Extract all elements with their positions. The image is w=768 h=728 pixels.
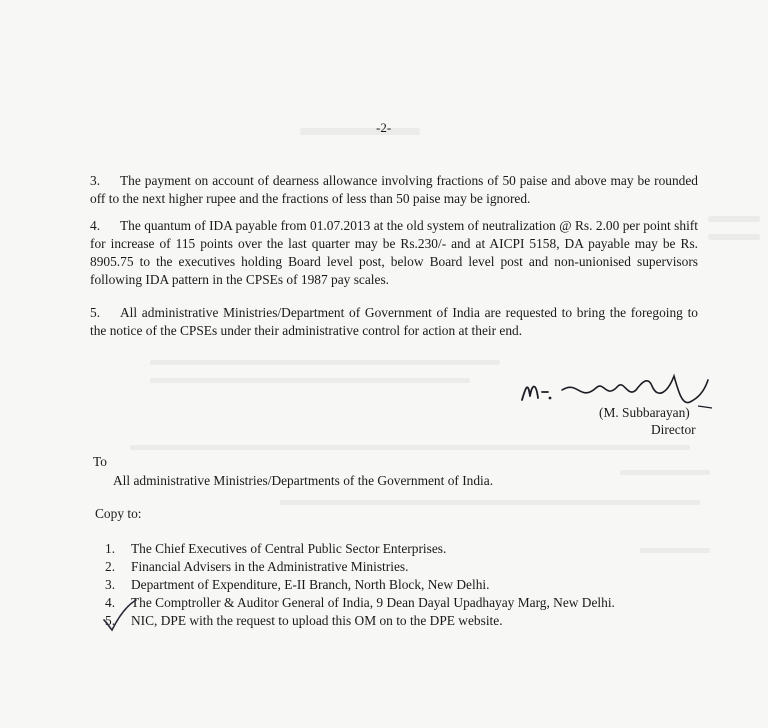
copy-to-list — [105, 540, 615, 630]
list-item-number: 1. — [105, 541, 116, 556]
to-label: To — [93, 454, 107, 469]
bleed-through — [620, 470, 710, 475]
bleed-through — [708, 234, 760, 240]
copy-to-label: Copy to: — [95, 506, 142, 521]
paragraph-text: The quantum of IDA payable from 01.07.2013 at the old system of neutralization @ Rs. 2.00 per point shift for increase of 115 points over the last quarter may be Rs.230/- and at AICPI 5158, DA payable may be Rs. 8905.75 to the executives holding Board level post, below Board level post and non-unionised supervisors following IDA pattern in the CPSEs of 1987 pay scales. — [90, 218, 698, 287]
bleed-through — [300, 128, 420, 135]
list-item-text: NIC, DPE with the request to upload this OM on to the DPE website. — [131, 613, 503, 628]
list-item-text: Financial Advisers in the Administrative Ministries. — [131, 559, 409, 574]
tick-mark-icon — [100, 598, 140, 634]
paragraph-text: All administrative Ministries/Department of Government of India are requested to bring the foregoing to the notice of the CPSEs under their administrative control for action at their end. — [90, 305, 698, 338]
list-item-text: Department of Expenditure, E-II Branch, North Block, New Delhi. — [131, 577, 490, 592]
list-item-number: 3. — [105, 577, 116, 592]
page-number: -2- — [376, 120, 392, 135]
list-item-text: The Comptroller & Auditor General of India, 9 Dean Dayal Upadhayay Marg, New Delhi. — [131, 595, 615, 610]
paragraph-number: 5. — [90, 305, 101, 320]
paragraph-3 — [90, 172, 698, 208]
bleed-through — [150, 378, 470, 383]
bleed-through — [708, 216, 760, 222]
paragraph-4 — [90, 217, 698, 289]
list-item — [105, 612, 615, 630]
list-item-number: 2. — [105, 559, 116, 574]
bleed-through — [640, 548, 710, 553]
bleed-through — [280, 500, 700, 505]
paragraph-number: 3. — [90, 173, 101, 188]
paragraph-number: 4. — [90, 218, 101, 233]
paragraph-5 — [90, 304, 698, 340]
signatory-designation: Director — [651, 422, 696, 437]
list-item-number: 5. — [105, 613, 116, 628]
list-item-text: The Chief Executives of Central Public Sector Enterprises. — [131, 541, 447, 556]
to-recipient: All administrative Ministries/Departments of the Government of India. — [113, 473, 494, 488]
list-item — [105, 558, 615, 576]
signatory-name: (M. Subbarayan) — [599, 405, 690, 420]
bleed-through — [130, 445, 690, 450]
list-item — [105, 594, 615, 612]
list-item — [105, 540, 615, 558]
bleed-through — [150, 360, 500, 365]
list-item — [105, 576, 615, 594]
paragraph-text: The payment on account of dearness allowance involving fractions of 50 paise and above may be rounded off to the next higher rupee and the fractions of less than 50 paise may be ignored. — [90, 173, 698, 206]
list-item-number: 4. — [105, 595, 116, 610]
